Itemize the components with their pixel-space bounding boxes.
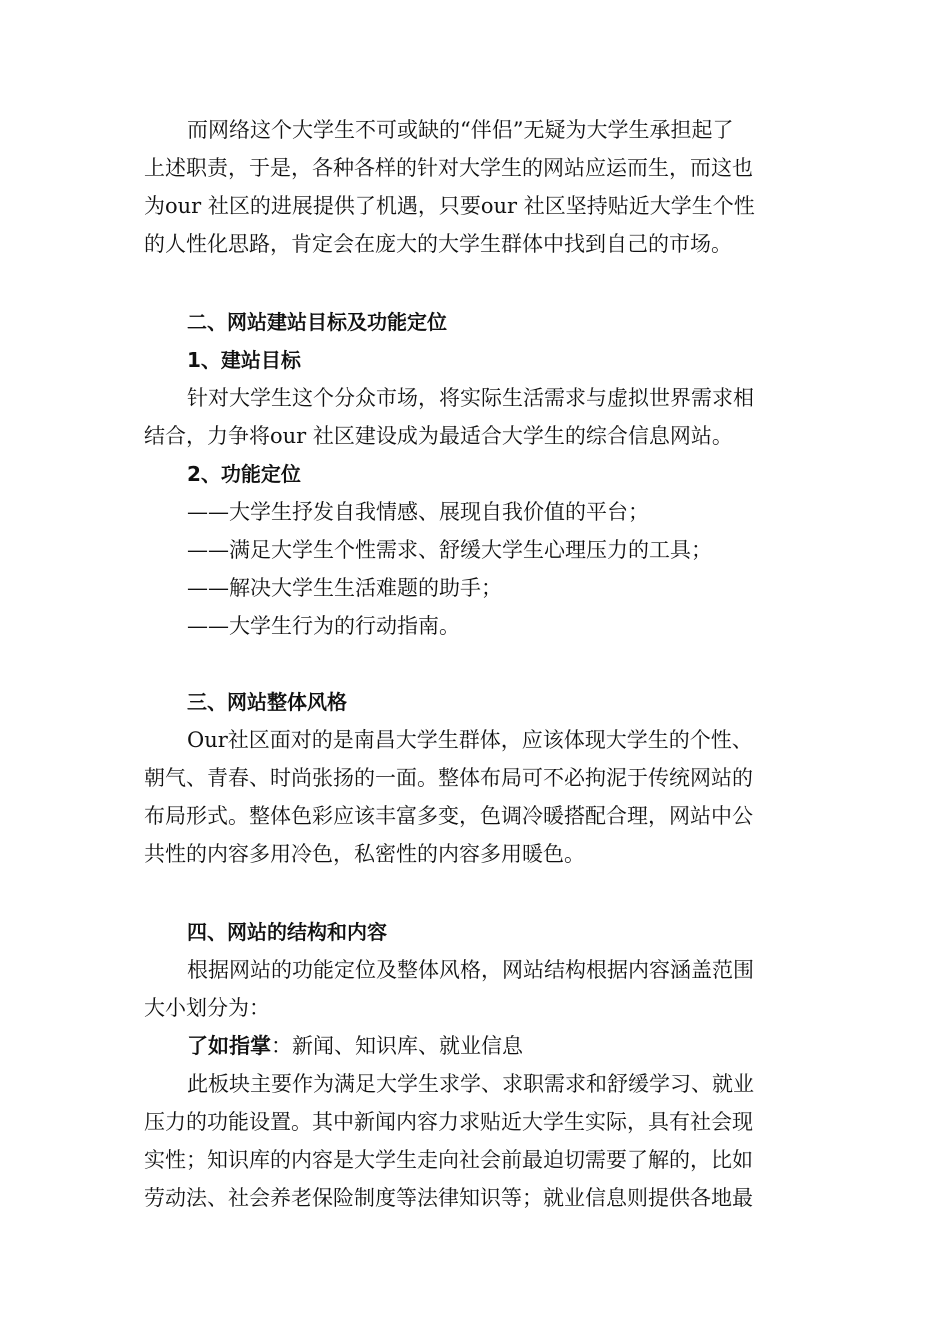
section-2-sub1-line-2: 结合，力争将our 社区建设成为最适合大学生的综合信息网站。: [144, 424, 733, 448]
function-item-3: ——解决大学生生活难题的助手；: [187, 576, 502, 600]
section-3-heading: 三、网站整体风格: [187, 690, 347, 714]
section-2-sub1-heading: 1、建站目标: [187, 348, 301, 372]
block-1-line-3: 实性；知识库的内容是大学生走向社会前最迫切需要了解的，比如: [144, 1148, 753, 1172]
intro-line-3: 为our 社区的进展提供了机遇，只要our 社区坚持贴近大学生个性: [144, 194, 755, 218]
section-3-line-1: Our社区面对的是南昌大学生群体，应该体现大学生的个性、: [187, 728, 753, 752]
section-2-heading: 二、网站建站目标及功能定位: [187, 310, 447, 334]
block-1-line-2: 压力的功能设置。其中新闻内容力求贴近大学生实际，具有社会现: [144, 1110, 753, 1134]
section-4-heading: 四、网站的结构和内容: [187, 920, 387, 944]
intro-line-1: 而网络这个大学生不可或缺的“伴侣”无疑为大学生承担起了: [187, 118, 734, 142]
section-2-sub1-line-1: 针对大学生这个分众市场，将实际生活需求与虚拟世界需求相: [187, 386, 754, 410]
section-3-line-4: 共性的内容多用冷色，私密性的内容多用暖色。: [144, 842, 585, 866]
block-1-content: ：新闻、知识库、就业信息: [271, 1034, 523, 1058]
section-4-line-2: 大小划分为：: [144, 996, 270, 1020]
function-item-2: ——满足大学生个性需求、舒缓大学生心理压力的工具；: [187, 538, 712, 562]
section-4-line-1: 根据网站的功能定位及整体风格，网站结构根据内容涵盖范围: [187, 958, 754, 982]
section-3-line-3: 布局形式。整体色彩应该丰富多变，色调冷暖搭配合理，网站中公: [144, 804, 753, 828]
section-2-sub2-heading: 2、功能定位: [187, 462, 301, 486]
intro-line-4: 的人性化思路，肯定会在庞大的大学生群体中找到自己的市场。: [144, 232, 732, 256]
section-3-line-2: 朝气、青春、时尚张扬的一面。整体布局可不必拘泥于传统网站的: [144, 766, 753, 790]
function-item-4: ——大学生行为的行动指南。: [187, 614, 460, 638]
function-item-1: ——大学生抒发自我情感、展现自我价值的平台；: [187, 500, 649, 524]
intro-line-2: 上述职责，于是，各种各样的针对大学生的网站应运而生，而这也: [144, 156, 753, 180]
block-1-line-4: 劳动法、社会养老保险制度等法律知识等；就业信息则提供各地最: [144, 1186, 753, 1210]
block-1-title-line: [187, 1034, 523, 1058]
block-1-label: 了如指掌: [187, 1034, 271, 1058]
block-1-line-1: 此板块主要作为满足大学生求学、求职需求和舒缓学习、就业: [187, 1072, 754, 1096]
